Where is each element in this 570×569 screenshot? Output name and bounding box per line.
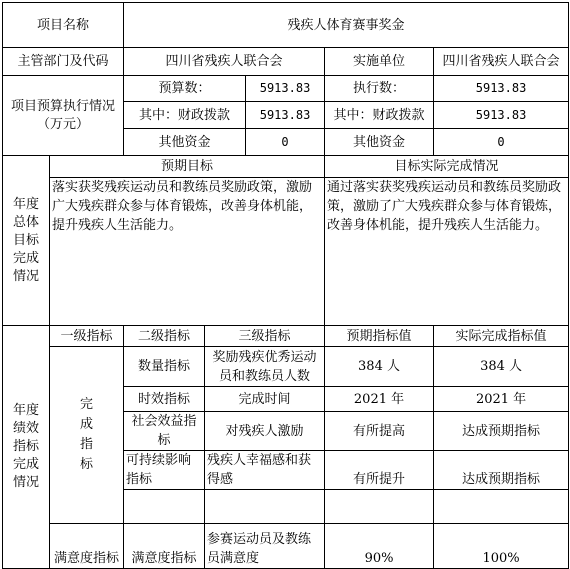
budget-amount-label: 预算数： (124, 76, 246, 102)
fiscal-budget-value: 5913.83 (246, 102, 325, 129)
actual-goal-header: 目标实际完成情况 (325, 156, 569, 178)
indicator-expected: 384 人 (325, 347, 434, 387)
satisfaction-actual: 100% (434, 524, 569, 569)
header-actual: 实际完成指标值 (434, 326, 569, 347)
other-budget-label: 其他资金 (124, 129, 246, 156)
exec-amount-label: 执行数： (325, 76, 434, 102)
indicator-section-label: 年度绩效指标完成情况 (3, 326, 50, 569)
expected-goal-text: 落实获奖残疾运动员和教练员奖励政策，激励广大残疾群众参与体育锻炼，改善身体机能，提升残疾人生活能力。 (50, 178, 325, 326)
other-budget-value: 0 (246, 129, 325, 156)
indicator-level3: 完成时间 (205, 387, 325, 412)
other-exec-label: 其他资金 (325, 129, 434, 156)
table-row (3, 524, 569, 569)
indicator-level3: 残疾人幸福感和获得感 (205, 451, 325, 490)
indicator-expected: 2021 年 (325, 387, 434, 412)
fiscal-budget-label: 其中：财政拨款 (124, 102, 246, 129)
completion-indicator-label (50, 347, 124, 524)
actual-goal-text: 通过落实获奖残疾运动员和教练员奖励政策，激励了广大残疾群众参与体育锻炼，改善身体机能，提升残疾人生活能力。 (325, 178, 569, 326)
budget-label: 项目预算执行情况（万元） (3, 76, 124, 156)
indicator-actual: 达成预期指标 (434, 451, 569, 490)
project-name-value: 残疾人体育赛事奖金 (124, 3, 569, 48)
header-level2: 二级指标 (124, 326, 205, 347)
dept-value: 四川省残疾人联合会 (124, 48, 325, 76)
indicator-level2: 社会效益指标 (124, 412, 205, 451)
satisfaction-expected: 90% (325, 524, 434, 569)
indicator-level2: 数量指标 (124, 347, 205, 387)
satisfaction-level1: 满意度指标 (50, 524, 124, 569)
impl-label: 实施单位 (325, 48, 434, 76)
indicator-level3: 奖励残疾优秀运动员和教练员人数 (205, 347, 325, 387)
header-expected: 预期指标值 (325, 326, 434, 347)
indicator-level2: 可持续影响指标 (124, 451, 205, 490)
indicator-actual: 达成预期指标 (434, 412, 569, 451)
empty-cell (434, 490, 569, 524)
indicator-level3: 对残疾人激励 (205, 412, 325, 451)
table-row (3, 347, 569, 387)
indicator-expected: 有所提高 (325, 412, 434, 451)
expected-goal-header: 预期目标 (50, 156, 325, 178)
header-level1: 一级指标 (50, 326, 124, 347)
indicator-level2: 时效指标 (124, 387, 205, 412)
performance-table (2, 2, 569, 569)
indicator-expected: 有所提升 (325, 451, 434, 490)
empty-cell (325, 490, 434, 524)
dept-label: 主管部门及代码 (3, 48, 124, 76)
exec-amount-value: 5913.83 (434, 76, 569, 102)
satisfaction-level3: 参赛运动员及教练员满意度 (205, 524, 325, 569)
empty-cell (205, 490, 325, 524)
header-level3: 三级指标 (205, 326, 325, 347)
other-exec-value: 0 (434, 129, 569, 156)
project-name-label: 项目名称 (3, 3, 124, 48)
impl-value: 四川省残疾人联合会 (434, 48, 569, 76)
completion-indicator-text: 完成指标 (79, 397, 93, 472)
fiscal-exec-value: 5913.83 (434, 102, 569, 129)
indicator-actual: 384 人 (434, 347, 569, 387)
fiscal-exec-label: 其中：财政拨款 (325, 102, 434, 129)
indicator-actual: 2021 年 (434, 387, 569, 412)
empty-cell (124, 490, 205, 524)
overall-goal-label: 年度总体目标完成情况 (3, 156, 50, 326)
satisfaction-level2: 满意度指标 (124, 524, 205, 569)
budget-amount-value: 5913.83 (246, 76, 325, 102)
